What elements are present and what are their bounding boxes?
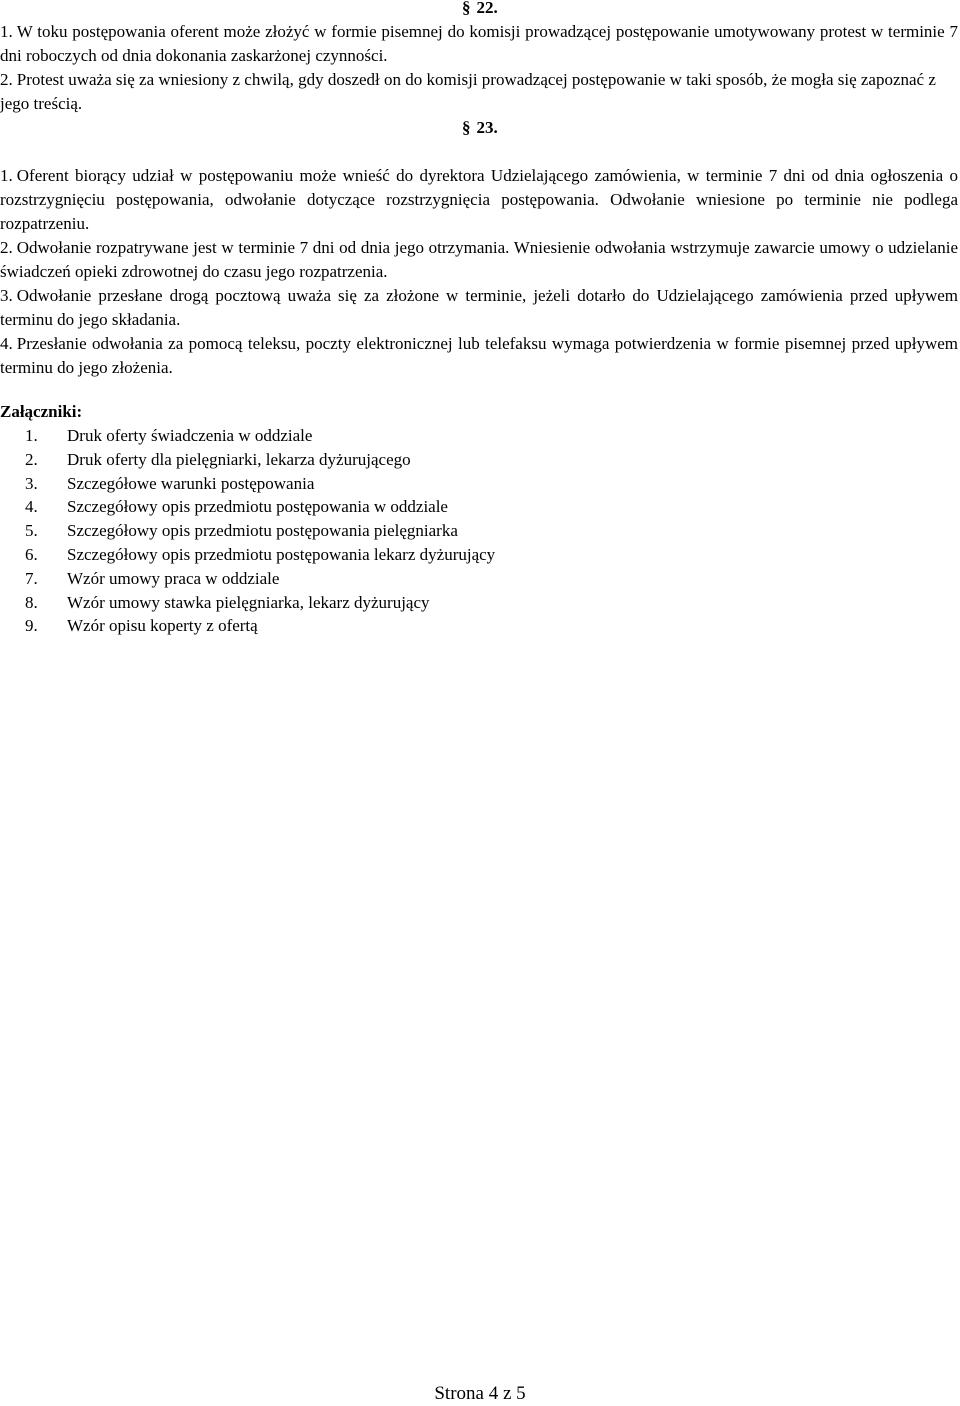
list-item <box>25 614 495 638</box>
paragraph-number: 1. <box>0 22 13 41</box>
section-sign: § <box>462 118 471 137</box>
paragraph-number: 4. <box>0 334 13 353</box>
list-item-text: Szczegółowy opis przedmiotu postępowania pielęgniarka <box>67 521 458 541</box>
list-item <box>25 472 495 496</box>
list-item-text: Druk oferty dla pielęgniarki, lekarza dyżurującego <box>67 449 411 469</box>
list-item-text: Szczegółowy opis przedmiotu postępowania lekarz dyżurujący <box>67 544 496 564</box>
paragraph-text: Odwołanie rozpatrywane jest w terminie 7 dni od dnia jego otrzymania. Wniesienie odwołania wstrzymuje zawarcie umowy o udzielanie świadczeń opieki zdrowotnej do czasu jego rozpatrzenia. <box>0 238 958 281</box>
list-item-number: 4. <box>25 497 38 517</box>
list-item-text: Szczegółowy opis przedmiotu postępowania w oddziale <box>67 497 448 517</box>
list-item-text: Wzór umowy praca w oddziale <box>67 568 280 588</box>
paragraph-text: Oferent biorący udział w postępowaniu może wnieść do dyrektora Udzielającego zamówienia, w terminie 7 dni od dnia ogłoszenia o rozstrzygnięciu postępowania, odwołanie dotyczące rozstrzygnięcia postępowania. Odwołanie wniesione po terminie nie podlega rozpatrzeniu. <box>0 166 958 233</box>
paragraph-text: Odwołanie przesłane drogą pocztową uważa się za złożone w terminie, jeżeli dotarło do Udzielającego zamówienia przed upływem terminu do jego składania. <box>0 286 958 329</box>
section-number: 23. <box>476 118 498 137</box>
list-item-text: Wzór umowy stawka pielęgniarka, lekarz dyżurujący <box>67 592 430 612</box>
paragraph-22-1 <box>0 20 958 68</box>
section-heading-23 <box>462 117 498 139</box>
list-item-number: 9. <box>25 616 38 636</box>
page-number-label: Strona 4 z 5 <box>434 1383 526 1404</box>
page-footer <box>0 1382 960 1406</box>
paragraph-text: Przesłanie odwołania za pomocą teleksu, poczty elektronicznej lub telefaksu wymaga potwierdzenia w formie pisemnej przed upływem terminu do jego złożenia. <box>0 334 958 377</box>
paragraph-23-2 <box>0 236 958 284</box>
paragraph-number: 2. <box>0 70 13 89</box>
attachments-list <box>25 424 495 638</box>
paragraph-text: W toku postępowania oferent może złożyć w formie pisemnej do komisji prowadzącej postępowanie umotywowany protest w terminie 7 dni roboczych od dnia dokonania zaskarżonej czynności. <box>0 22 958 65</box>
paragraph-23-3 <box>0 284 958 332</box>
list-item-number: 5. <box>25 521 38 541</box>
attachments-heading: Załączniki: <box>0 402 83 421</box>
paragraph-22-2 <box>0 68 958 116</box>
section-heading-22 <box>462 0 498 19</box>
list-item <box>25 448 495 472</box>
list-item <box>25 543 495 567</box>
list-item-number: 6. <box>25 544 38 564</box>
list-item-text: Druk oferty świadczenia w oddziale <box>67 426 313 445</box>
paragraph-23-1 <box>0 164 958 236</box>
list-item <box>25 591 495 615</box>
list-item <box>25 519 495 543</box>
list-item-text: Szczegółowe warunki postępowania <box>67 473 315 493</box>
list-item <box>25 495 495 519</box>
list-item-number: 8. <box>25 592 38 612</box>
list-item-text: Wzór opisu koperty z ofertą <box>67 616 258 636</box>
section-number: 22. <box>476 0 498 17</box>
list-item-number: 2. <box>25 449 38 469</box>
paragraph-number: 2. <box>0 238 13 257</box>
list-item-number: 3. <box>25 473 38 493</box>
list-item-number: 1. <box>25 426 38 445</box>
section-sign: § <box>462 0 471 17</box>
list-item <box>25 567 495 591</box>
paragraph-number: 1. <box>0 166 13 185</box>
list-item <box>25 424 495 448</box>
paragraph-text: Protest uważa się za wniesiony z chwilą, gdy doszedł on do komisji prowadzącej postępowanie w taki sposób, że mogła się zapoznać z jego treścią. <box>0 70 936 113</box>
paragraph-23-4 <box>0 332 958 380</box>
paragraph-number: 3. <box>0 286 13 305</box>
list-item-number: 7. <box>25 568 38 588</box>
